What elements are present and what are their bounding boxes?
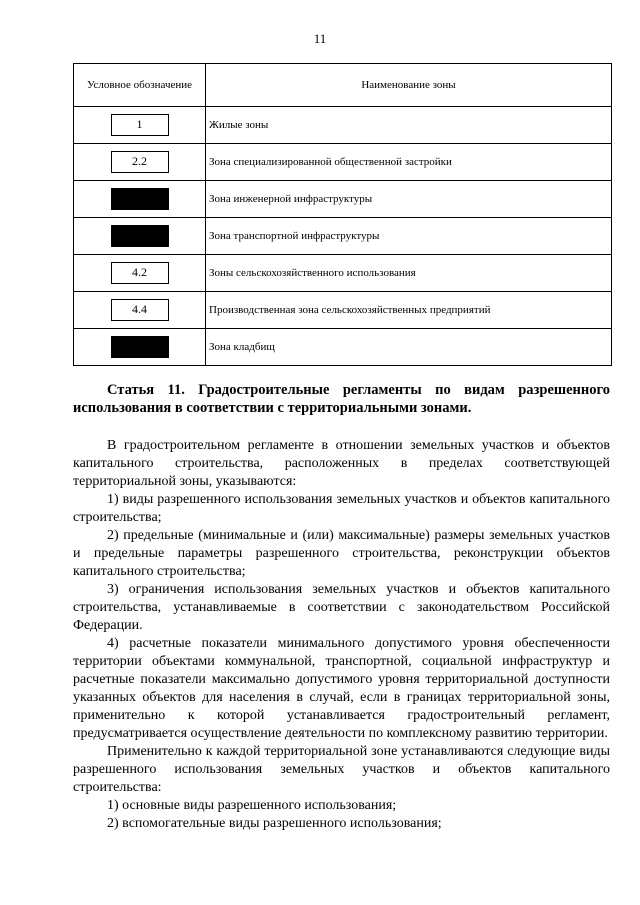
zone-symbol-swatch <box>111 336 169 358</box>
zone-symbol-cell <box>74 218 206 255</box>
zone-name-cell: Зона кладбищ <box>206 329 612 366</box>
article-body <box>73 437 610 833</box>
zone-name-cell: Производственная зона сельскохозяйственных предприятий <box>206 292 612 329</box>
zone-symbol-swatch <box>111 188 169 210</box>
paragraph: 3) ограничения использования земельных участков и объектов капитального строительства, устанавливаемые в соответствии с законодательством Российской Федерации. <box>73 582 610 633</box>
article-heading: Статья 11. Градостроительные регламенты по видам разрешенного использования в соответствии с территориальными зонами. <box>73 382 610 416</box>
zone-legend-table <box>73 63 612 366</box>
zone-symbol-cell <box>74 255 206 292</box>
paragraph: В градостроительном регламенте в отношении земельных участков и объектов капитального строительства, расположенных в пределах соответствующей территориальной зоны, указываются: <box>73 438 610 489</box>
zone-symbol-cell <box>74 107 206 144</box>
zone-name-cell: Зона специализированной общественной застройки <box>206 144 612 181</box>
zone-symbol-cell <box>74 329 206 366</box>
zone-symbol-swatch: 1 <box>111 114 169 136</box>
zone-name-cell: Зона инженерной инфраструктуры <box>206 181 612 218</box>
symbol-column-header: Условное обозначение <box>74 64 206 107</box>
zone-symbol-swatch: 2.2 <box>111 151 169 173</box>
name-column-header: Наименование зоны <box>206 64 612 107</box>
zone-symbol-cell <box>74 292 206 329</box>
paragraph: 4) расчетные показатели минимального допустимого уровня обеспеченности территории объектами коммунальной, транспортной, социальной инфраструктур и расчетные показатели максимально допустимого уровня территориальной доступности указанных объектов для населения в случай, если в границах территориальной зоны, применительно к которой устанавливается градостроительный регламент, предусматривается осуществление деятельности по комплексному развитию территории. <box>73 636 610 741</box>
paragraph: 2) предельные (минимальные и (или) максимальные) размеры земельных участков и предельные параметры разрешенного строительства, реконструкции объектов капитального строительства; <box>73 528 610 579</box>
paragraph: Применительно к каждой территориальной зоне устанавливаются следующие виды разрешенного использования земельных участков и объектов капитального строительства: <box>73 744 610 795</box>
table-row <box>74 218 612 255</box>
paragraph: 1) основные виды разрешенного использования; <box>107 798 397 813</box>
paragraph: 2) вспомогательные виды разрешенного использования; <box>107 816 442 831</box>
zone-symbol-cell <box>74 144 206 181</box>
table-header-row <box>74 64 612 107</box>
table-row <box>74 329 612 366</box>
zone-symbol-cell <box>74 181 206 218</box>
table-row <box>74 292 612 329</box>
zone-name-cell: Зона транспортной инфраструктуры <box>206 218 612 255</box>
paragraph: 1) виды разрешенного использования земельных участков и объектов капитального строительства; <box>73 492 610 525</box>
zone-symbol-swatch: 4.2 <box>111 262 169 284</box>
zone-name-cell: Жилые зоны <box>206 107 612 144</box>
table-row <box>74 107 612 144</box>
zone-symbol-swatch <box>111 225 169 247</box>
table-row <box>74 255 612 292</box>
table-row <box>74 144 612 181</box>
page-number: 11 <box>313 31 327 46</box>
zone-name-cell: Зоны сельскохозяйственного использования <box>206 255 612 292</box>
table-row <box>74 181 612 218</box>
zone-symbol-swatch: 4.4 <box>111 299 169 321</box>
